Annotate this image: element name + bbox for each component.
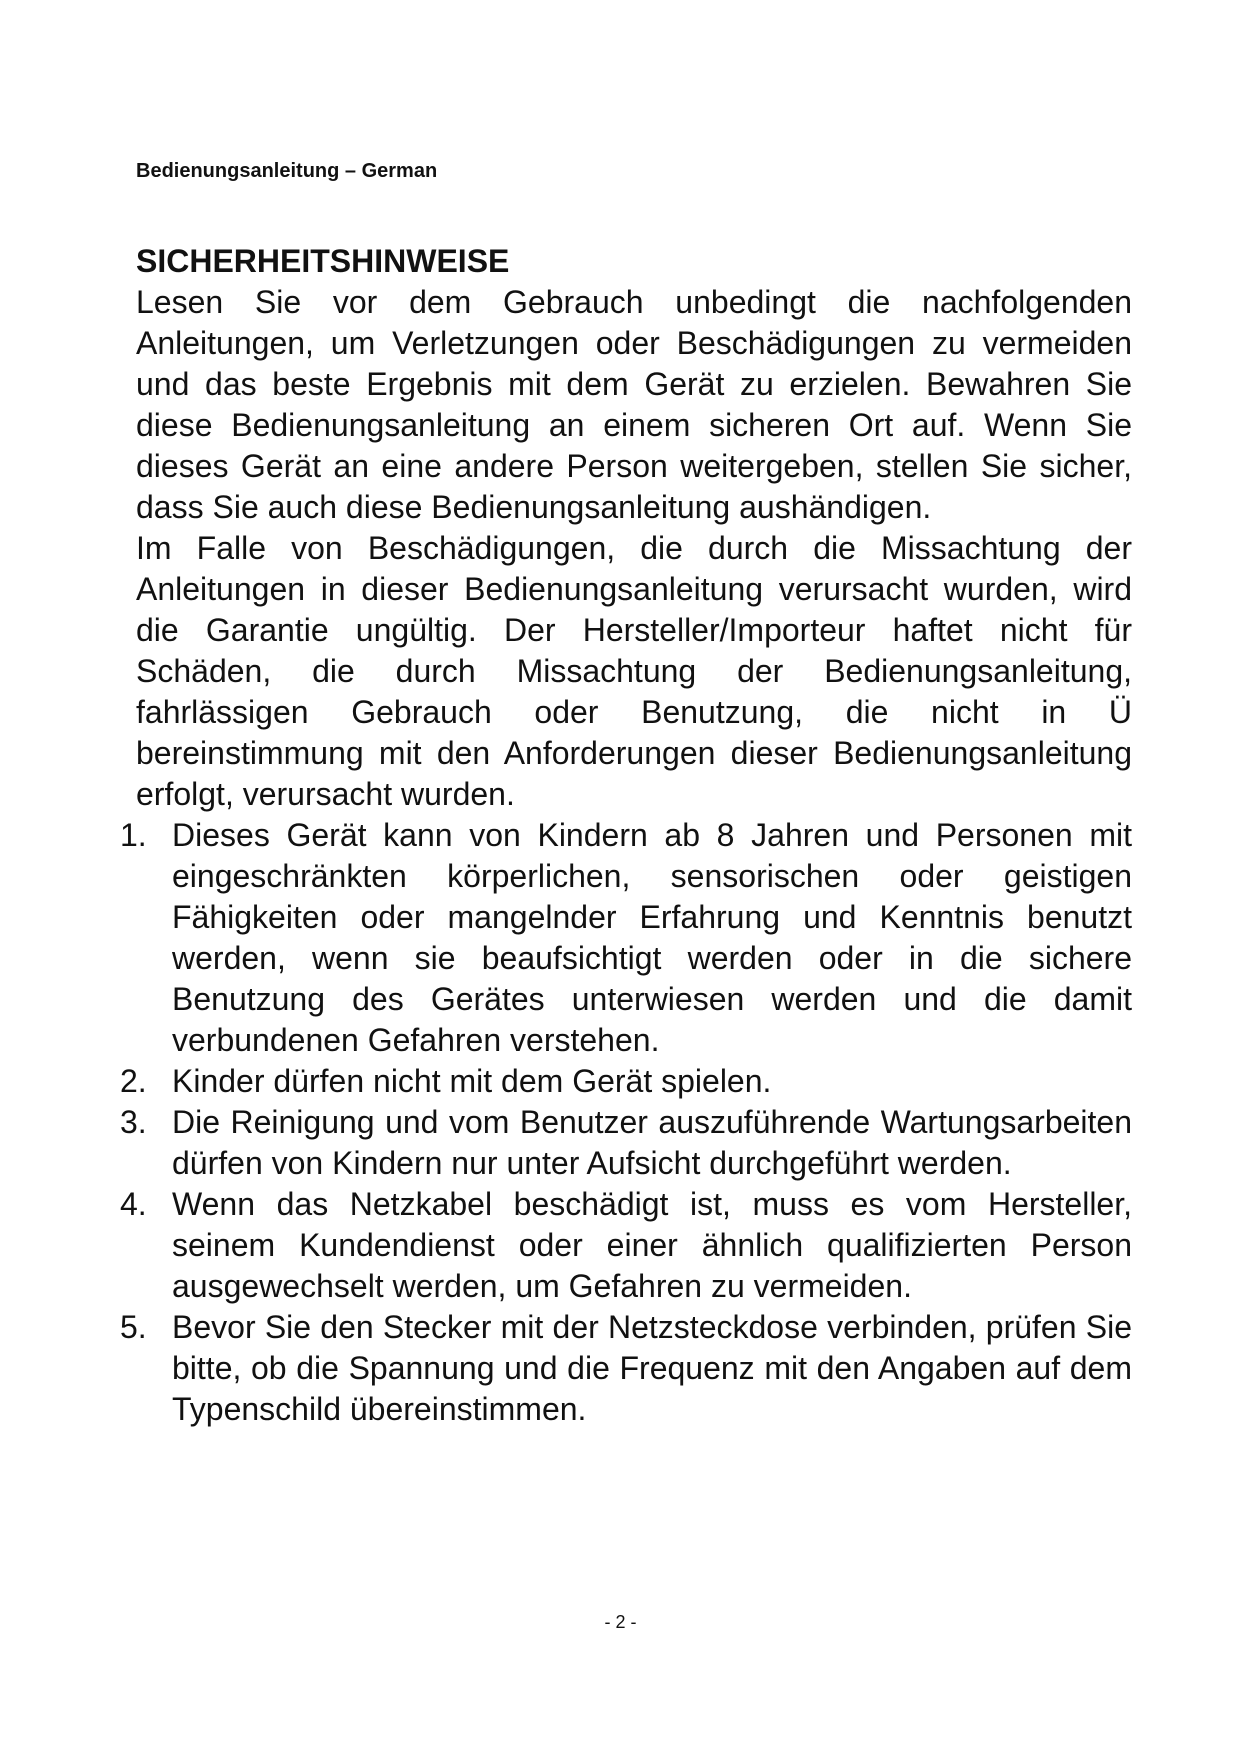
safety-list bbox=[120, 815, 1132, 1430]
list-item bbox=[120, 1307, 1132, 1430]
list-item-text: Bevor Sie den Stecker mit der Netzsteckdose verbinden, prüfen Sie bitte, ob die Spannung und die Frequenz mit den Angaben auf dem Typenschild übereinstimmen. bbox=[172, 1309, 1132, 1427]
document-header: Bedienungsanleitung – German bbox=[136, 160, 438, 182]
list-item-number: 5. bbox=[120, 1309, 147, 1345]
list-item bbox=[120, 1061, 1132, 1102]
list-item-text: Wenn das Netzkabel beschädigt ist, muss es vom Hersteller, seinem Kundendienst oder einer ähnlich qualifizierten Person ausgewechselt werden, um Gefahren zu vermeiden. bbox=[172, 1186, 1132, 1304]
warranty-paragraph: Im Falle von Beschädigungen, die durch die Missachtung der Anleitungen in dieser Bedienungsanleitung verursacht wurden, wird die Garantie ungültig. Der Hersteller/Importeur haftet nicht für Schäden, die durch Missachtung der Bedienungsanleitung, fahrlässigen Gebrauch oder Benutzung, die nicht in Ü bereinstimmung mit den Anforderungen dieser Bedienungsanleitung erfolgt, verursacht wurden. bbox=[136, 530, 1132, 812]
section-title: SICHERHEITSHINWEISE bbox=[136, 243, 510, 279]
list-item-text: Dieses Gerät kann von Kindern ab 8 Jahren und Personen mit eingeschränkten körperlichen, sensorischen oder geistigen Fähigkeiten oder mangelnder Erfahrung und Kenntnis benutzt werden, wenn sie beaufsichtigt werden oder in die sichere Benutzung des Gerätes unterwiesen werden und die damit verbundenen Gefahren verstehen. bbox=[172, 817, 1132, 1058]
list-item-number: 4. bbox=[120, 1186, 147, 1222]
intro-paragraph: Lesen Sie vor dem Gebrauch unbedingt die nachfolgenden Anleitungen, um Verletzungen oder Beschädigungen zu vermeiden und das beste Ergebnis mit dem Gerät zu erzielen. Bewahren Sie diese Bedienungsanleitung an einem sicheren Ort auf. Wenn Sie dieses Gerät an eine andere Person weitergeben, stellen Sie sicher, dass Sie auch diese Bedienungsanleitung aushändigen. bbox=[136, 284, 1132, 525]
list-item-number: 1. bbox=[120, 817, 147, 853]
list-item-text: Kinder dürfen nicht mit dem Gerät spielen. bbox=[172, 1063, 772, 1099]
list-item-number: 3. bbox=[120, 1104, 147, 1140]
list-item bbox=[120, 1102, 1132, 1184]
list-item bbox=[120, 1184, 1132, 1307]
list-item bbox=[120, 815, 1132, 1061]
list-item-number: 2. bbox=[120, 1063, 147, 1099]
list-item-text: Die Reinigung und vom Benutzer auszuführende Wartungsarbeiten dürfen von Kindern nur unter Aufsicht durchgeführt werden. bbox=[172, 1104, 1132, 1181]
page-number: - 2 - bbox=[604, 1612, 637, 1632]
safety-section bbox=[120, 240, 1132, 1430]
